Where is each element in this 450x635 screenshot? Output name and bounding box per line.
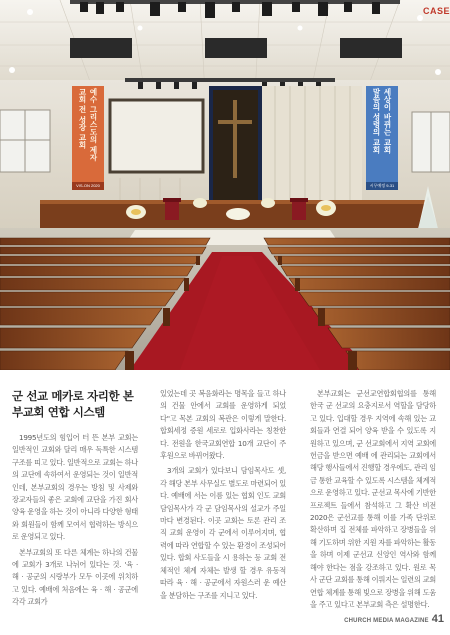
article-headline: 군 선교 메카로 자리한 본부교회 연합 시스템 <box>12 389 134 419</box>
page-number: 41 <box>431 613 444 625</box>
article-column-3 <box>310 388 436 611</box>
page-footer <box>344 613 444 625</box>
right-banner-line-1: 말씀의 성령의 교회 <box>372 88 381 154</box>
corner-tag: CASE <box>422 6 450 16</box>
paragraph: 본부교회의 또 다른 체계는 하나의 건물에 교회가 3개로 나뉘어 있다는 것. '육 · 해 · 공군의 시랑부가 모두 이곳에 위치하고 있다. 예배에 처음에는 육 · 해 · 공군에 각각 교회가 <box>12 547 138 607</box>
left-banner-line-1: 교회 전 성장 교회 <box>78 88 87 149</box>
left-banner-line-2: 예수 그리스도의 제자 <box>89 88 98 161</box>
article <box>0 370 450 635</box>
right-banner <box>366 88 398 182</box>
left-banner-footer: VIS-ON 2020 <box>76 183 100 188</box>
paragraph: 본부교회는 군선교연합회협의를 통해 한국 군 선교의 요충지로서 역할을 담당하고 있다. 입대할 경우 지역에 속해 있는 교회들과 연결 되어 양육 받을 수 있도록 지원하고 있으며, 군 선교회에서 지역 교회에 헌금을 받으면 예배 에 관리되는 교회에서 해당 행사들에서 진행할 경우에도, 관리 임금 통한 교육할 수 있도록 시스템을 체계적으로 운영하고 있다. 군선교 목사에 기반한 프로젝트 들에서 참석하고 그 확산 비전 2020은 군선교를 통해 이를 가족 단위로 확산하며 집 전체를 파악하고 장병들을 위해 기도하며 위한 지원 자를 파악하는 활동을 하며 이제 군선교 신앙인 역사와 함께 해야 한다는 점을 강조하고 있다. 원로 목사 군단 교회를 통해 이뤄지는 일련의 교회 연합 체계를 통해 빛으로 장병을 위해 도움을 주고 있다고 본부교회 측은 설명한다. <box>310 389 436 609</box>
left-banner <box>72 88 104 182</box>
right-banner-line-2: 세상이 바뀌는 교회 <box>383 88 392 154</box>
article-column-2 <box>160 388 286 602</box>
magazine-name: CHURCH MEDIA MAGAZINE <box>344 618 429 624</box>
right-banner-footer: 시무예정 9-31 <box>369 183 395 188</box>
paragraph: 1995년도의 힘입어 터 뜬 본부 교회는 일반적인 교회와 달리 매우 독특한 시스템 구조를 띠고 있다. 일반적으로 교회는 하나의 교단에 속하여서 운영되는 것이 일반적인데, 본부교회의 경우는 방침 및 사제와 장교자들의 좋은 교회에 교단을 가진 회사 양육 운영을 하는 것이 아니라 다양한 형태와 회원들이 함께 모여서 협력하는 방식으로 운영되고 있다. <box>12 433 138 542</box>
article-column-1 <box>12 388 138 609</box>
paragraph: 있었는데 곳 복음화라는 명목을 들고 하나의 건물 안에서 교회를 운영하게 되었다"고 목본 교회의 복관은 이렇게 말한다. 합회세정 증원 세로로 입화사라는 칭찬한다. 전원을 한국교회연합 10개 교단이 주 후원으로 바뀌어왔다. <box>160 389 286 461</box>
paragraph: 3개의 교회가 있다보니 담임목사도 셋, 각 해당 본부 사무실도 별도로 마련되어 있다. 예배에 서는 이름 있는 협회 인도 교회 담임목사가 각 군 담임목사의 설교가 주일마다 변경된다. 이곳 교회는 토론 관리 조직 교회 운영이 각 군에서 이루어지며, 협력에 따라 연합할 수 있는 환경이 조성되어 있다. 합회 사도들을 시 용하는 등 교회 전체적인 체계 자체는 발생 할 경우 유동적 따라 육 · 해 · 공군에서 자원스러 운 예산을 분담하는 구조를 지니고 있다. <box>160 466 286 600</box>
